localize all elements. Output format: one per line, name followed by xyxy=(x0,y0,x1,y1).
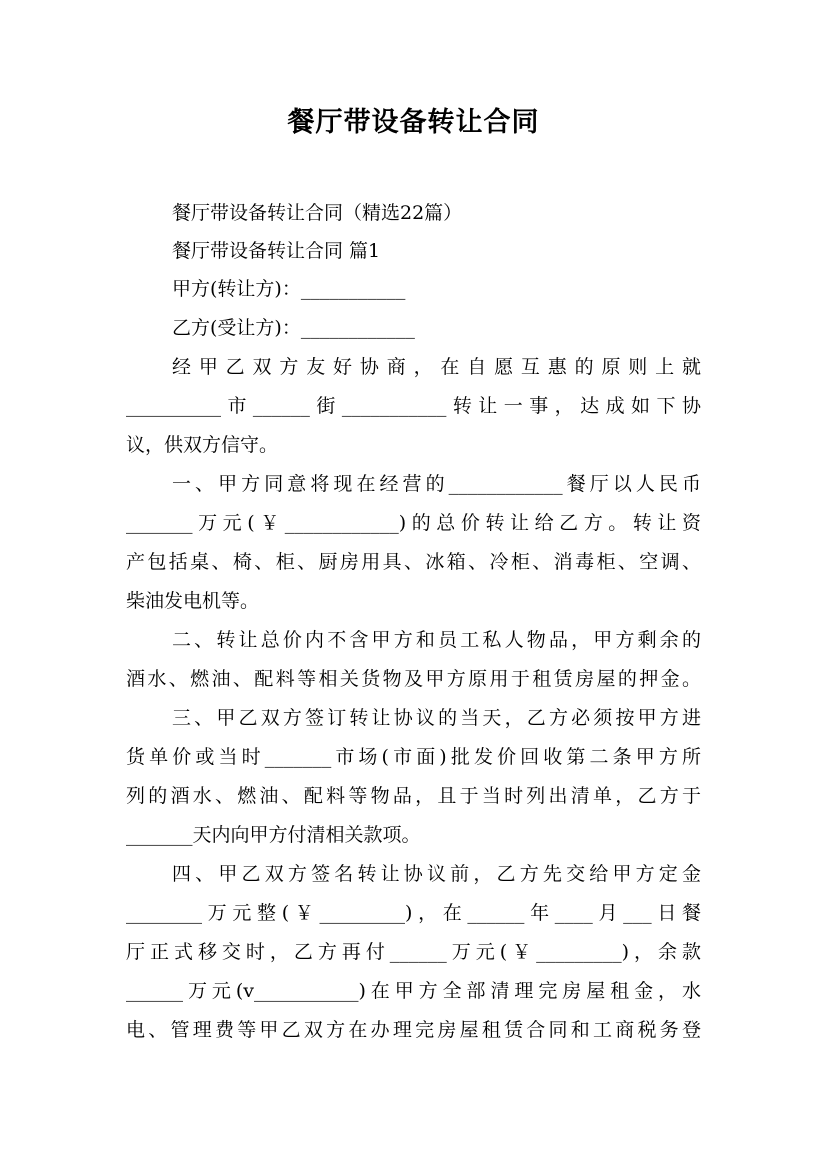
paragraph-line: 一、甲方同意将现在经营的____________餐厅以人民币 xyxy=(172,473,701,495)
paragraph-line: 列的酒水、燃油、配料等物品，且于当时列出清单，乙方于 xyxy=(126,785,701,807)
party-b-line: 乙方(受让方)：____________ xyxy=(172,317,415,339)
paragraph-line: 酒水、燃油、配料等相关货物及甲方原用于租赁房屋的押金。 xyxy=(126,668,701,690)
document-title: 餐厅带设备转让合同 xyxy=(287,107,540,138)
paragraph-line: 议，供双方信守。 xyxy=(126,434,279,456)
paragraph-line: 柴油发电机等。 xyxy=(126,590,260,612)
document-subtitle: 餐厅带设备转让合同（精选22篇） xyxy=(172,202,463,224)
paragraph-line: 二、转让总价内不含甲方和员工私人物品，甲方剩余的 xyxy=(172,629,701,651)
paragraph-line: 四、甲乙双方签名转让协议前，乙方先交给甲方定金 xyxy=(172,863,701,885)
paragraph-line: __________市______街___________转让一事，达成如下协 xyxy=(126,395,701,417)
paragraph-line: 厅正式移交时，乙方再付______万元(￥_________)，余款 xyxy=(126,941,701,963)
section-heading: 餐厅带设备转让合同 篇1 xyxy=(172,240,381,262)
paragraph-line: 经甲乙双方友好协商，在自愿互惠的原则上就 xyxy=(172,356,701,378)
paragraph-line: 三、甲乙双方签订转让协议的当天，乙方必须按甲方进 xyxy=(172,707,701,729)
paragraph-line: 电、管理费等甲乙双方在办理完房屋租赁合同和工商税务登 xyxy=(126,1019,701,1041)
paragraph-line: 产包括桌、椅、柜、厨房用具、冰箱、冷柜、消毒柜、空调、 xyxy=(126,551,701,573)
paragraph-line: ______万元(v___________)在甲方全部清理完房屋租金，水 xyxy=(126,980,701,1002)
party-a-line: 甲方(转让方)：___________ xyxy=(172,278,406,300)
paragraph-line: ________万元整(￥_________)，在______年____月___日餐 xyxy=(126,902,701,924)
paragraph-line: _______天内向甲方付清相关款项。 xyxy=(126,824,421,846)
paragraph-line: _______万元(￥____________)的总价转让给乙方。转让资 xyxy=(126,512,701,534)
paragraph-line: 货单价或当时_______市场(市面)批发价回收第二条甲方所 xyxy=(126,746,701,768)
